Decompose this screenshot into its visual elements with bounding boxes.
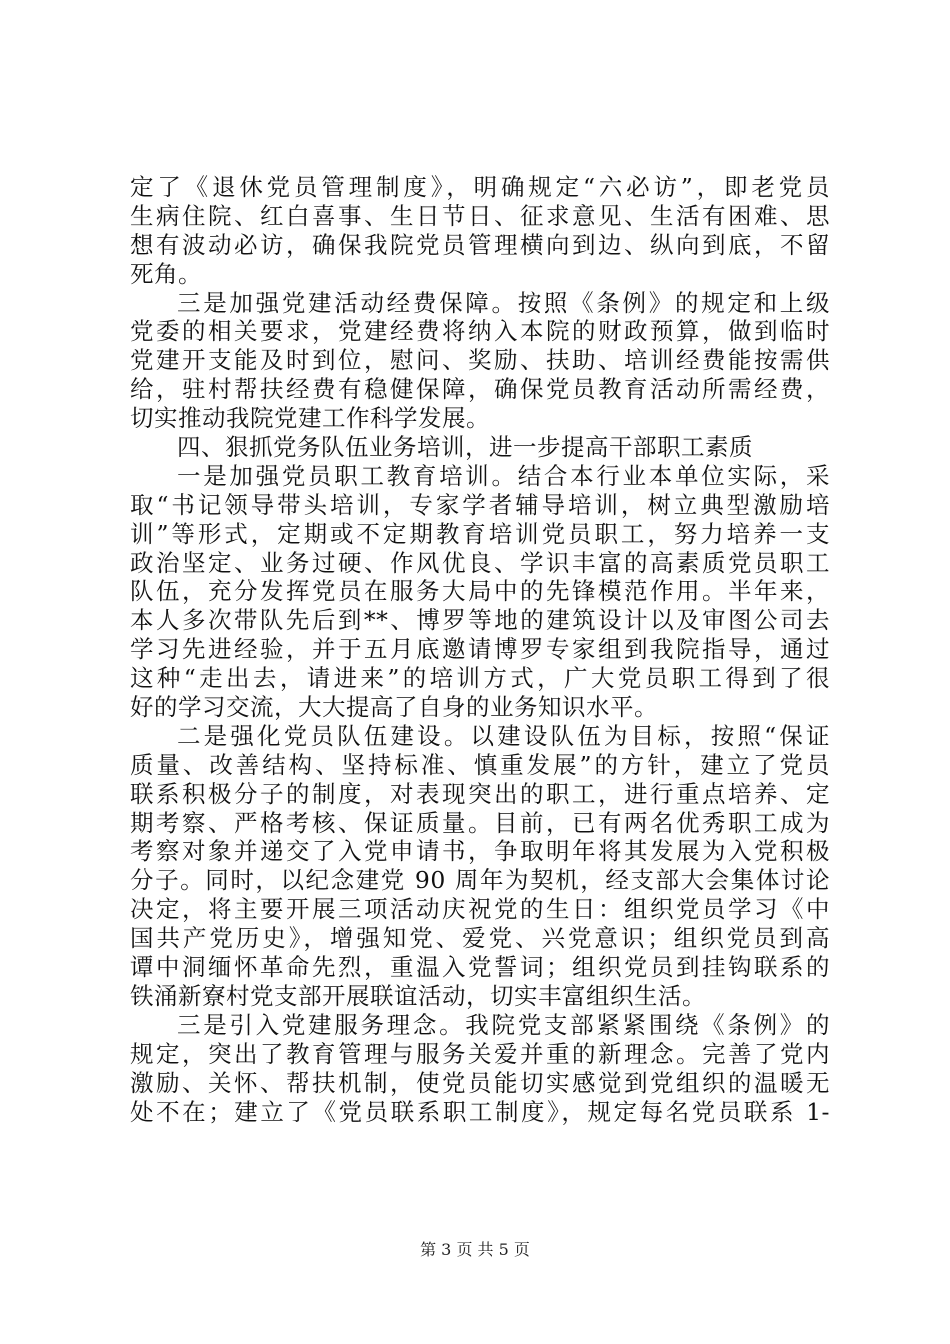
text-line: 分子。同时，以纪念建党 90 周年为契机，经支部大会集体讨论 bbox=[130, 866, 830, 895]
text-line: 切实推动我院党建工作科学发展。 bbox=[130, 404, 490, 433]
text-line: 生病住院、红白喜事、生日节日、征求意见、生活有困难、思 bbox=[130, 201, 830, 230]
page-footer: 第 3 页 共 5 页 bbox=[420, 1240, 530, 1259]
text-line: 党委的相关要求，党建经费将纳入本院的财政预算，做到临时 bbox=[130, 317, 830, 346]
text-line: 激励、关怀、帮扶机制，使党员能切实感觉到党组织的温暖无 bbox=[130, 1068, 830, 1097]
text-line: 铁涌新寮村党支部开展联谊活动，切实丰富组织生活。 bbox=[130, 981, 706, 1010]
text-line: 质量、改善结构、坚持标准、慎重发展”的方针，建立了党员 bbox=[130, 750, 830, 779]
text-line: 这种“走出去，请进来”的培训方式，广大党员职工得到了很 bbox=[130, 664, 830, 693]
text-line: 定了《退休党员管理制度》，明确规定“六必访”，即老党员 bbox=[130, 173, 830, 201]
text-line: 决定，将主要开展三项活动庆祝党的生日：组织党员学习《中 bbox=[130, 895, 830, 924]
text-line: 规定，突出了教育管理与服务关爱并重的新理念。完善了党内 bbox=[130, 1039, 830, 1068]
text-line: 给，驻村帮扶经费有稳健保障，确保党员教育活动所需经费， bbox=[130, 375, 830, 404]
text-line: 党建开支能及时到位，慰问、奖励、扶助、培训经费能按需供 bbox=[130, 346, 830, 375]
text-line: 一是加强党员职工教育培训。结合本行业本单位实际，采 bbox=[177, 461, 830, 490]
text-line: 三是加强党建活动经费保障。按照《条例》的规定和上级 bbox=[177, 288, 830, 317]
text-line: 队伍，充分发挥党员在服务大局中的先锋模范作用。半年来， bbox=[130, 577, 830, 606]
text-line: 联系积极分子的制度，对表现突出的职工，进行重点培养、定 bbox=[130, 779, 830, 808]
text-line: 谭中洞缅怀革命先烈，重温入党誓词；组织党员到挂钩联系的 bbox=[130, 953, 830, 982]
text-line: 处不在；建立了《党员联系职工制度》，规定每名党员联系 1- bbox=[130, 1097, 830, 1126]
text-line: 国共产党历史》，增强知党、爱党、兴党意识；组织党员到高 bbox=[130, 924, 830, 953]
text-line: 期考察、严格考核、保证质量。目前，已有两名优秀职工成为 bbox=[130, 808, 830, 837]
text-line: 四、狠抓党务队伍业务培训，进一步提高干部职工素质 bbox=[177, 433, 753, 462]
text-line: 学习先进经验，并于五月底邀请博罗专家组到我院指导，通过 bbox=[130, 635, 830, 664]
text-line: 政治坚定、业务过硬、作风优良、学识丰富的高素质党员职工 bbox=[130, 548, 830, 577]
document-body bbox=[130, 173, 830, 1126]
text-line: 取“书记领导带头培训，专家学者辅导培训，树立典型激励培 bbox=[130, 490, 830, 519]
text-line: 死角。 bbox=[130, 259, 202, 288]
text-line: 好的学习交流，大大提高了自身的业务知识水平。 bbox=[130, 693, 658, 722]
text-line: 三是引入党建服务理念。我院党支部紧紧围绕《条例》的 bbox=[177, 1010, 830, 1039]
text-line: 训”等形式，定期或不定期教育培训党员职工，努力培养一支 bbox=[130, 519, 830, 548]
text-line: 想有波动必访，确保我院党员管理横向到边、纵向到底，不留 bbox=[130, 230, 830, 259]
text-line: 二是强化党员队伍建设。以建设队伍为目标，按照“保证 bbox=[177, 721, 830, 750]
text-line: 考察对象并递交了入党申请书，争取明年将其发展为入党积极 bbox=[130, 837, 830, 866]
text-line: 本人多次带队先后到**、博罗等地的建筑设计以及审图公司去 bbox=[130, 606, 830, 635]
